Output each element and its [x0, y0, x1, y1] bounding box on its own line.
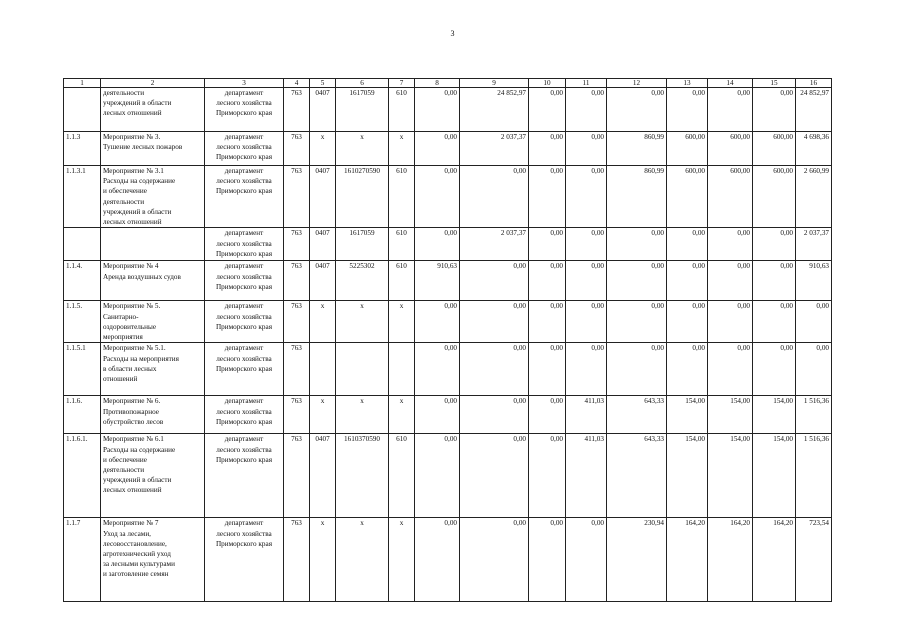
row-name-line: Мероприятие № 3.1: [103, 167, 164, 175]
cell-c9: 0,00: [460, 518, 529, 602]
cell-expense-type: 610: [389, 434, 415, 518]
cell-c14: 0,00: [708, 261, 753, 301]
cell-c10: 0,00: [529, 518, 566, 602]
cell-section: х: [310, 132, 336, 166]
cell-target-article: 1617059: [336, 228, 389, 261]
row-department: [205, 396, 284, 434]
row-name-line: Противопожарное: [103, 407, 159, 416]
cell-c12: 860,99: [607, 166, 667, 228]
row-name-line: учреждений в области: [103, 99, 172, 108]
cell-target-article: 1617059: [336, 88, 389, 132]
row-name-line: Расходы на содержание: [103, 177, 176, 186]
cell-target-article: х: [336, 518, 389, 602]
cell-c16: 0,00: [796, 343, 832, 396]
column-header-7: 7: [389, 79, 415, 88]
cell-c15: 0,00: [753, 343, 796, 396]
row-department-line: Приморского края: [215, 322, 273, 331]
cell-c11: 0,00: [566, 132, 607, 166]
cell-target-article: 1610370590: [336, 434, 389, 518]
cell-section: [310, 343, 336, 396]
row-name-line: лесных отношений: [103, 486, 162, 495]
cell-c14: 600,00: [708, 132, 753, 166]
cell-grbs: 763: [284, 301, 310, 343]
cell-c10: 0,00: [529, 261, 566, 301]
cell-c12: 0,00: [607, 88, 667, 132]
row-name-line: Мероприятие № 5.: [103, 302, 161, 311]
column-header-6: 6: [336, 79, 389, 88]
row-department-line: департамент: [224, 519, 264, 528]
row-name: [101, 434, 205, 518]
cell-c11: 0,00: [566, 228, 607, 261]
row-name-line: Мероприятие № 6.: [103, 397, 161, 406]
cell-c11: 0,00: [566, 518, 607, 602]
row-name: [101, 166, 205, 228]
row-department: [205, 166, 284, 228]
cell-c8: 0,00: [415, 396, 460, 434]
cell-c16: 723,54: [796, 518, 832, 602]
cell-c12: 0,00: [607, 261, 667, 301]
column-header-10: 10: [529, 79, 566, 88]
table-row: [64, 434, 832, 518]
cell-c13: 0,00: [667, 228, 708, 261]
row-name-line: учреждений в области: [103, 476, 172, 485]
cell-c13: 600,00: [667, 166, 708, 228]
row-name-line: лесовосстановление,: [103, 539, 167, 548]
cell-grbs: 763: [284, 396, 310, 434]
cell-c16: 24 852,97: [796, 88, 832, 132]
cell-c9: 0,00: [460, 434, 529, 518]
row-department-line: департамент: [224, 302, 264, 311]
row-department-line: Приморского края: [215, 187, 273, 196]
row-department-line: лесного хозяйства: [216, 445, 272, 454]
cell-target-article: х: [336, 301, 389, 343]
cell-target-article: [336, 343, 389, 396]
row-department-line: Приморского края: [215, 282, 273, 291]
cell-c8: 0,00: [415, 343, 460, 396]
row-name-line: Санитарно-: [103, 312, 139, 321]
cell-c13: 154,00: [667, 434, 708, 518]
row-name-line: за лесными культурами: [103, 560, 175, 569]
table-row: [64, 228, 832, 261]
row-department-line: департамент: [224, 397, 264, 406]
table-row: [64, 166, 832, 228]
row-department: [205, 261, 284, 301]
row-name-line: Уход за лесами,: [103, 529, 151, 538]
column-header-9: 9: [460, 79, 529, 88]
cell-c14: 164,20: [708, 518, 753, 602]
cell-c8: 910,63: [415, 261, 460, 301]
cell-c10: 0,00: [529, 228, 566, 261]
cell-c13: 0,00: [667, 88, 708, 132]
row-name-line: и обеспечение: [103, 455, 147, 464]
cell-c12: 0,00: [607, 228, 667, 261]
cell-section: 0407: [310, 261, 336, 301]
cell-c13: 0,00: [667, 301, 708, 343]
cell-c14: 154,00: [708, 396, 753, 434]
cell-c11: 0,00: [566, 301, 607, 343]
cell-c8: 0,00: [415, 434, 460, 518]
header-row: [64, 79, 832, 88]
row-department-line: Приморского края: [215, 364, 273, 373]
cell-c11: 411,03: [566, 434, 607, 518]
cell-c10: 0,00: [529, 343, 566, 396]
cell-expense-type: 610: [389, 228, 415, 261]
row-department: [205, 132, 284, 166]
row-department-line: департамент: [224, 167, 264, 175]
column-header-3: 3: [205, 79, 284, 88]
cell-c9: 0,00: [460, 343, 529, 396]
cell-c9: 24 852,97: [460, 88, 529, 132]
row-department-line: департамент: [224, 229, 264, 238]
cell-c9: 2 037,37: [460, 228, 529, 261]
cell-c11: 0,00: [566, 166, 607, 228]
cell-grbs: 763: [284, 88, 310, 132]
cell-expense-type: [389, 343, 415, 396]
cell-grbs: 763: [284, 518, 310, 602]
cell-c13: 0,00: [667, 343, 708, 396]
table-row: [64, 396, 832, 434]
cell-section: 0407: [310, 434, 336, 518]
row-department-line: Приморского края: [215, 109, 273, 118]
cell-c12: 643,33: [607, 434, 667, 518]
cell-c15: 0,00: [753, 228, 796, 261]
row-department-line: департамент: [224, 262, 264, 271]
cell-c11: 0,00: [566, 343, 607, 396]
row-name-line: деятельности: [103, 197, 145, 206]
row-name: [101, 261, 205, 301]
row-name-line: Мероприятие № 3.: [103, 133, 161, 141]
cell-c10: 0,00: [529, 301, 566, 343]
row-code: 1.1.5.1: [64, 343, 101, 396]
row-department-line: Приморского края: [215, 249, 273, 258]
cell-expense-type: 610: [389, 88, 415, 132]
cell-c11: 0,00: [566, 88, 607, 132]
cell-c15: 600,00: [753, 166, 796, 228]
table-row: [64, 261, 832, 301]
row-department: [205, 343, 284, 396]
column-header-13: 13: [667, 79, 708, 88]
row-department-line: лесного хозяйства: [216, 312, 272, 321]
row-name: [101, 228, 205, 261]
cell-c14: 0,00: [708, 343, 753, 396]
cell-c16: 4 698,36: [796, 132, 832, 166]
cell-c10: 0,00: [529, 396, 566, 434]
row-name-line: Тушение лесных пожаров: [103, 143, 183, 152]
row-department: [205, 228, 284, 261]
row-department-line: лесного хозяйства: [216, 239, 272, 248]
row-department-line: департамент: [224, 435, 264, 444]
cell-c15: 154,00: [753, 434, 796, 518]
table-row: [64, 88, 832, 132]
row-code: 1.1.5.: [64, 301, 101, 343]
row-name-line: отношений: [103, 374, 138, 383]
cell-target-article: х: [336, 132, 389, 166]
cell-expense-type: 610: [389, 166, 415, 228]
row-name-line: деятельности: [103, 465, 145, 474]
row-department-line: лесного хозяйства: [216, 143, 272, 152]
cell-c14: 0,00: [708, 88, 753, 132]
cell-c10: 0,00: [529, 434, 566, 518]
cell-c14: 154,00: [708, 434, 753, 518]
row-name-line: Мероприятие № 4: [103, 262, 159, 271]
row-name-line: и обеспечение: [103, 187, 147, 196]
cell-c13: 154,00: [667, 396, 708, 434]
row-department: [205, 301, 284, 343]
column-header-8: 8: [415, 79, 460, 88]
cell-section: 0407: [310, 88, 336, 132]
cell-grbs: 763: [284, 228, 310, 261]
cell-grbs: 763: [284, 434, 310, 518]
row-department-line: Приморского края: [215, 417, 273, 426]
cell-c12: 0,00: [607, 343, 667, 396]
cell-c9: 0,00: [460, 396, 529, 434]
column-header-1: 1: [64, 79, 101, 88]
column-header-11: 11: [566, 79, 607, 88]
row-code: 1.1.6.: [64, 396, 101, 434]
column-header-12: 12: [607, 79, 667, 88]
row-name-line: агротехнический уход: [103, 549, 171, 558]
cell-c14: 0,00: [708, 301, 753, 343]
row-name-line: обустройство лесов: [103, 417, 164, 426]
cell-c15: 0,00: [753, 88, 796, 132]
row-department-line: лесного хозяйства: [216, 99, 272, 108]
column-header-2: 2: [101, 79, 205, 88]
cell-target-article: 5225302: [336, 261, 389, 301]
cell-c13: 0,00: [667, 261, 708, 301]
row-department-line: департамент: [224, 344, 264, 353]
cell-c10: 0,00: [529, 166, 566, 228]
cell-c13: 600,00: [667, 132, 708, 166]
row-name: [101, 301, 205, 343]
cell-c12: 643,33: [607, 396, 667, 434]
cell-c11: 411,03: [566, 396, 607, 434]
row-name-line: Расходы на мероприятия: [103, 354, 179, 363]
table-row: [64, 343, 832, 396]
cell-c8: 0,00: [415, 228, 460, 261]
row-name-line: Аренда воздушных судов: [103, 272, 181, 281]
column-header-5: 5: [310, 79, 336, 88]
cell-target-article: х: [336, 396, 389, 434]
row-department-line: Приморского края: [215, 153, 273, 162]
cell-grbs: 763: [284, 166, 310, 228]
row-department-line: департамент: [224, 133, 264, 141]
table-row: [64, 518, 832, 602]
cell-c8: 0,00: [415, 301, 460, 343]
column-header-4: 4: [284, 79, 310, 88]
cell-expense-type: х: [389, 301, 415, 343]
row-code: 1.1.4.: [64, 261, 101, 301]
cell-c10: 0,00: [529, 88, 566, 132]
cell-c16: 910,63: [796, 261, 832, 301]
page-number: 3: [450, 29, 455, 38]
cell-expense-type: х: [389, 518, 415, 602]
row-department-line: лесного хозяйства: [216, 529, 272, 538]
cell-c15: 164,20: [753, 518, 796, 602]
row-name-line: Мероприятие № 5.1.: [103, 344, 166, 353]
cell-grbs: 763: [284, 261, 310, 301]
row-name-line: лесных отношений: [103, 218, 162, 227]
cell-c8: 0,00: [415, 132, 460, 166]
row-name-line: деятельности: [103, 89, 145, 97]
cell-c16: 0,00: [796, 301, 832, 343]
row-department-line: лесного хозяйства: [216, 354, 272, 363]
cell-c12: 860,99: [607, 132, 667, 166]
row-department-line: департамент: [224, 89, 264, 97]
column-header-14: 14: [708, 79, 753, 88]
cell-c12: 0,00: [607, 301, 667, 343]
row-name: [101, 88, 205, 132]
row-name-line: оздоровительные: [103, 322, 157, 331]
cell-target-article: 1610270590: [336, 166, 389, 228]
row-department-line: лесного хозяйства: [216, 407, 272, 416]
cell-section: 0407: [310, 228, 336, 261]
cell-c16: 2 660,99: [796, 166, 832, 228]
row-code: 1.1.3.1: [64, 166, 101, 228]
table-row: [64, 301, 832, 343]
row-department-line: Приморского края: [215, 455, 273, 464]
row-name-line: в области лесных: [103, 364, 157, 373]
cell-c14: 600,00: [708, 166, 753, 228]
cell-c8: 0,00: [415, 518, 460, 602]
row-name: [101, 343, 205, 396]
row-name-line: Мероприятие № 6.1: [103, 435, 164, 444]
cell-c8: 0,00: [415, 88, 460, 132]
table-row: [64, 132, 832, 166]
row-code: 1.1.6.1.: [64, 434, 101, 518]
cell-c15: 600,00: [753, 132, 796, 166]
cell-c15: 154,00: [753, 396, 796, 434]
row-name: [101, 396, 205, 434]
cell-section: х: [310, 518, 336, 602]
cell-c16: 1 516,36: [796, 434, 832, 518]
row-department: [205, 88, 284, 132]
row-name-line: учреждений в области: [103, 207, 172, 216]
column-header-16: 16: [796, 79, 832, 88]
cell-expense-type: х: [389, 396, 415, 434]
row-name-line: Расходы на содержание: [103, 445, 176, 454]
cell-grbs: 763: [284, 132, 310, 166]
cell-c16: 2 037,37: [796, 228, 832, 261]
cell-c11: 0,00: [566, 261, 607, 301]
cell-section: х: [310, 396, 336, 434]
cell-c12: 230,94: [607, 518, 667, 602]
cell-c10: 0,00: [529, 132, 566, 166]
row-code: [64, 228, 101, 261]
budget-table: [63, 78, 832, 602]
row-code: 1.1.3: [64, 132, 101, 166]
cell-grbs: 763: [284, 343, 310, 396]
row-department: [205, 434, 284, 518]
row-code: [64, 88, 101, 132]
row-department-line: Приморского края: [215, 539, 273, 548]
cell-section: 0407: [310, 166, 336, 228]
cell-c9: 0,00: [460, 261, 529, 301]
cell-c15: 0,00: [753, 301, 796, 343]
row-name-line: и заготовление семян: [103, 570, 169, 579]
cell-c9: 2 037,37: [460, 132, 529, 166]
row-name-line: Мероприятие № 7: [103, 519, 159, 528]
row-name: [101, 518, 205, 602]
cell-expense-type: х: [389, 132, 415, 166]
row-department-line: лесного хозяйства: [216, 272, 272, 281]
cell-c14: 0,00: [708, 228, 753, 261]
cell-c16: 1 516,36: [796, 396, 832, 434]
column-header-15: 15: [753, 79, 796, 88]
row-department: [205, 518, 284, 602]
cell-c8: 0,00: [415, 166, 460, 228]
row-code: 1.1.7: [64, 518, 101, 602]
cell-c15: 0,00: [753, 261, 796, 301]
cell-expense-type: 610: [389, 261, 415, 301]
cell-section: х: [310, 301, 336, 343]
row-department-line: лесного хозяйства: [216, 177, 272, 186]
row-name: [101, 132, 205, 166]
cell-c13: 164,20: [667, 518, 708, 602]
row-name-line: мероприятия: [103, 332, 143, 341]
cell-c9: 0,00: [460, 166, 529, 228]
cell-c9: 0,00: [460, 301, 529, 343]
row-name-line: лесных отношений: [103, 109, 162, 118]
